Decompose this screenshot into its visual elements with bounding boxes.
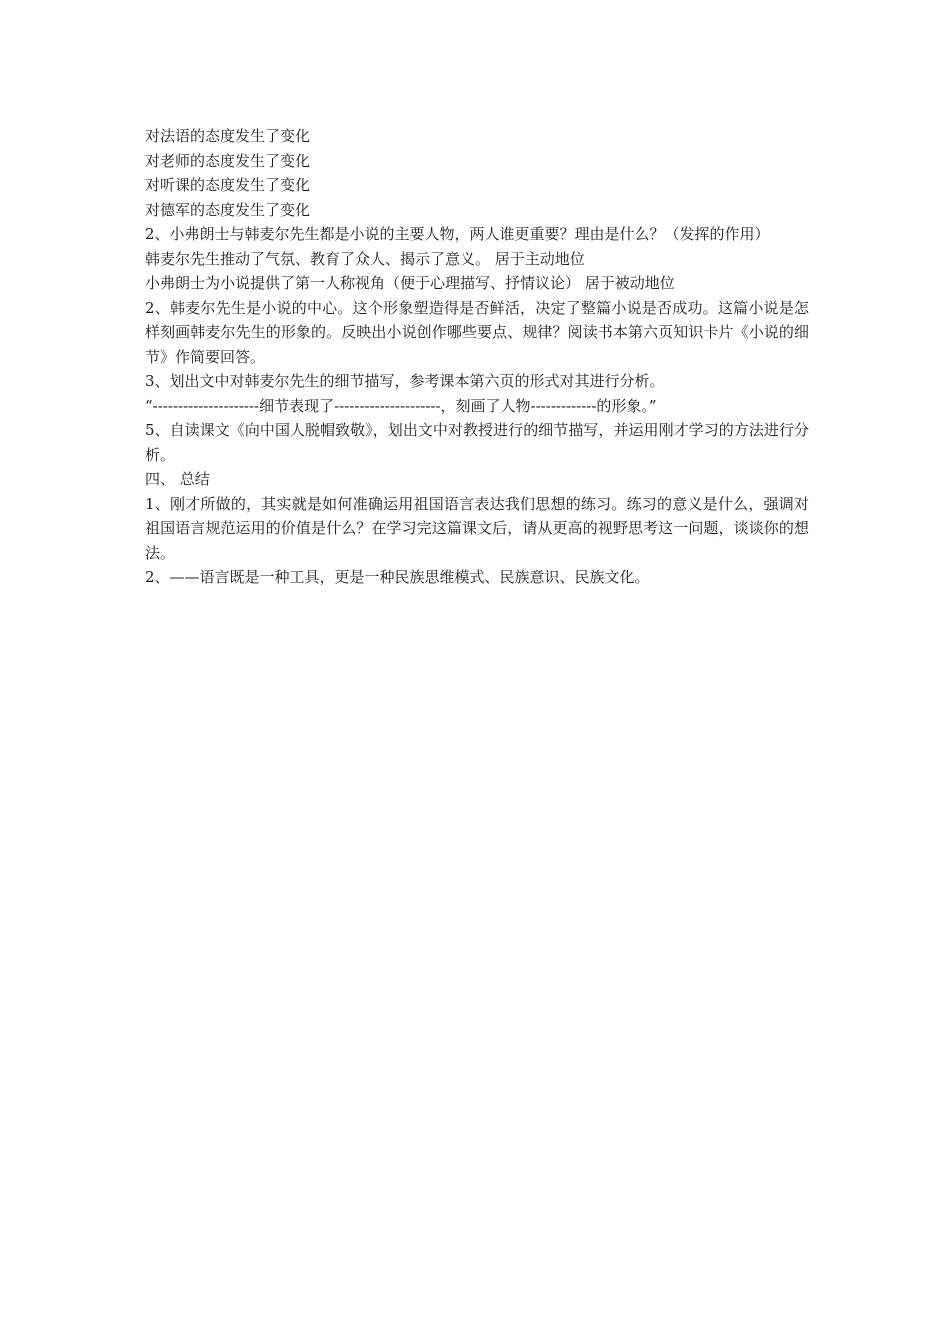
document-body [145, 124, 809, 590]
summary-point-1: 1、刚才所做的，其实就是如何准确运用祖国语言表达我们思想的练习。练习的意义是什么，强调对祖国语言规范运用的价值是什么？在学习完这篇课文后，请从更高的视野思考这一问题，谈谈你的想法。 [145, 494, 809, 562]
text-line-german-attitude: 对德军的态度发生了变化 [145, 200, 311, 219]
text-line-class-attitude: 对听课的态度发生了变化 [145, 176, 311, 194]
answer-hamel-role: 韩麦尔先生推动了气氛、教育了众人、揭示了意义。 居于主动地位 [145, 249, 585, 268]
question-2-hamel-center: 2、韩麦尔先生是小说的中心。这个形象塑造得是否鲜活，决定了整篇小说是否成功。这篇小说是怎样刻画韩麦尔先生的形象的。反映出小说创作哪些要点、规律？阅读书本第六页知识卡片《小说的细节》作简要回答。 [145, 298, 809, 366]
text-line-teacher-attitude: 对老师的态度发生了变化 [145, 151, 311, 170]
fill-in-template: “---------------------细节表现了---------------------，刻画了人物-------------的形象。” [145, 396, 657, 415]
text-line-french-attitude: 对法语的态度发生了变化 [145, 127, 311, 145]
question-3-detail-description: 3、划出文中对韩麦尔先生的细节描写，参考课本第六页的形式对其进行分析。 [145, 372, 665, 390]
question-2-who-matters-more: 2、小弗朗士与韩麦尔先生都是小说的主要人物，两人谁更重要？理由是什么？（发挥的作用） [145, 225, 770, 243]
section-heading-summary: 四、 总结 [145, 470, 210, 488]
summary-point-2: 2、——语言既是一种工具，更是一种民族思维模式、民族意识、民族文化。 [145, 568, 650, 586]
question-5-self-reading: 5、自读课文《向中国人脱帽致敬》，划出文中对教授进行的细节描写，并运用刚才学习的方法进行分析。 [145, 421, 809, 464]
answer-franz-role: 小弗朗士为小说提供了第一人称视角（便于心理描写、抒情议论） 居于被动地位 [145, 274, 675, 292]
